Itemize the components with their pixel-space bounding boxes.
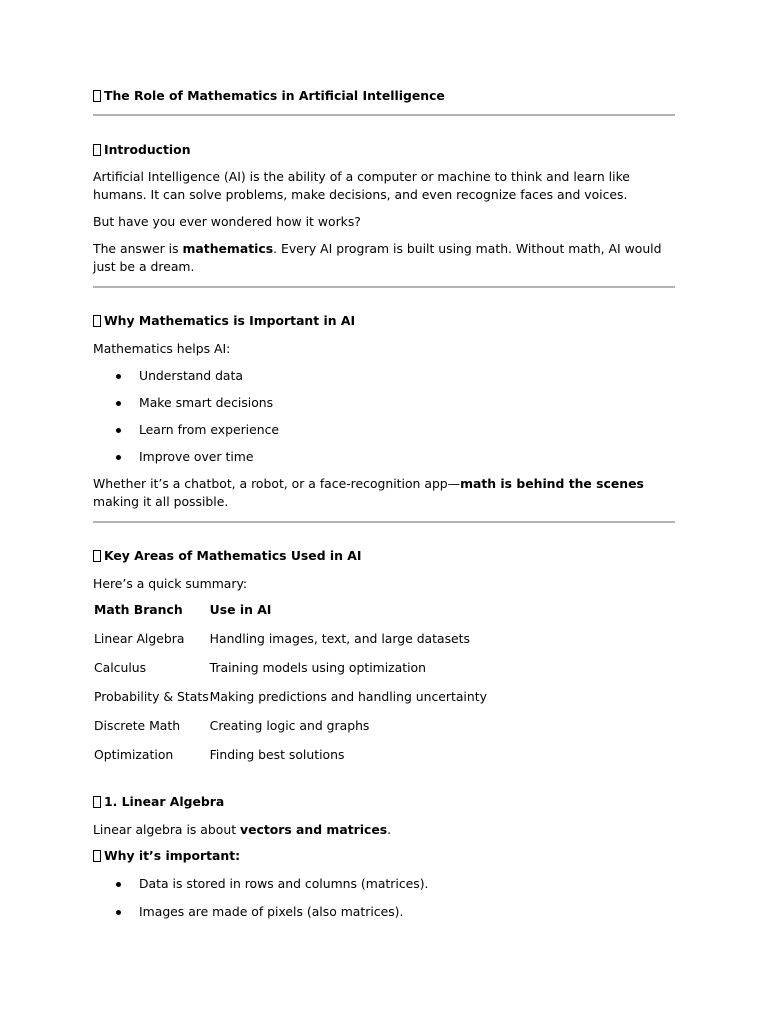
- table-cell-use: Training models using optimization: [209, 660, 426, 675]
- intro-p3-pre: The answer is: [93, 241, 183, 256]
- why-closing: [93, 475, 675, 511]
- list-item: Make smart decisions: [93, 394, 675, 412]
- linear-algebra-list: [93, 875, 675, 921]
- la-p-pre: Linear algebra is about: [93, 822, 240, 837]
- why-important-heading: [93, 848, 675, 864]
- table-cell-use: Handling images, text, and large datasets: [209, 631, 470, 646]
- linear-algebra-heading-text: 1. Linear Algebra: [104, 794, 225, 809]
- table-row: [93, 718, 487, 747]
- key-areas-lead: Here’s a quick summary:: [93, 576, 248, 591]
- table-cell-use: Finding best solutions: [209, 747, 345, 762]
- table-cell-branch: Probability & Stats: [94, 689, 209, 704]
- list-item: Images are made of pixels (also matrices).: [93, 903, 675, 921]
- bullet-icon: [116, 401, 121, 406]
- missing-glyph-icon: [93, 144, 101, 156]
- why-important-heading-text: Why it’s important:: [104, 848, 241, 863]
- table-row: [93, 631, 487, 660]
- intro-heading-text: Introduction: [104, 142, 191, 157]
- why-closing-pre: Whether it’s a chatbot, a robot, or a face-recognition app—: [93, 476, 461, 491]
- list-item: Data is stored in rows and columns (matrices).: [93, 875, 675, 893]
- table-cell-branch: Discrete Math: [94, 718, 181, 733]
- bullet-icon: [116, 428, 121, 433]
- key-areas-heading: [93, 548, 675, 564]
- list-item: Learn from experience: [93, 421, 675, 439]
- missing-glyph-icon: [93, 90, 101, 102]
- table-row: [93, 689, 487, 718]
- table-cell-branch: Calculus: [94, 660, 147, 675]
- document-title-text: The Role of Mathematics in Artificial Intelligence: [104, 88, 445, 103]
- key-areas-heading-text: Key Areas of Mathematics Used in AI: [104, 548, 362, 563]
- bullet-icon: [116, 910, 121, 915]
- why-lead: Mathematics helps AI:: [93, 341, 231, 356]
- missing-glyph-icon: [93, 550, 101, 562]
- why-list: [93, 367, 675, 466]
- list-item: Understand data: [93, 367, 675, 385]
- table-cell-use: Creating logic and graphs: [209, 718, 370, 733]
- linear-algebra-paragraph: [93, 821, 675, 839]
- math-table: [93, 602, 487, 776]
- intro-paragraph-3: [93, 240, 675, 276]
- list-item: Improve over time: [93, 448, 675, 466]
- table-header-branch: Math Branch: [94, 602, 183, 617]
- intro-paragraph-1: Artificial Intelligence (AI) is the ability of a computer or machine to think and learn like humans. It can solve problems, make decisions, and even recognize faces and voices.: [93, 169, 630, 202]
- table-row: [93, 747, 487, 776]
- table-cell-branch: Linear Algebra: [94, 631, 185, 646]
- table-header-use: Use in AI: [209, 602, 272, 617]
- bullet-icon: [116, 374, 121, 379]
- why-closing-post: making it all possible.: [93, 494, 229, 509]
- table-row: [93, 660, 487, 689]
- missing-glyph-icon: [93, 850, 101, 862]
- why-heading: [93, 313, 675, 329]
- la-p-bold: vectors and matrices: [240, 822, 388, 837]
- missing-glyph-icon: [93, 796, 101, 808]
- document-title: [93, 88, 675, 104]
- la-p-post: .: [387, 822, 392, 837]
- why-closing-bold: math is behind the scenes: [460, 476, 644, 491]
- table-cell-branch: Optimization: [94, 747, 174, 762]
- linear-algebra-heading: [93, 794, 675, 810]
- why-heading-text: Why Mathematics is Important in AI: [104, 313, 356, 328]
- table-cell-use: Making predictions and handling uncertainty: [209, 689, 487, 704]
- missing-glyph-icon: [93, 315, 101, 327]
- table-header-row: [93, 602, 487, 631]
- bullet-icon: [116, 882, 121, 887]
- intro-heading: [93, 142, 675, 158]
- document-body: [93, 88, 675, 921]
- intro-p3-bold: mathematics: [182, 241, 274, 256]
- intro-paragraph-2: But have you ever wondered how it works?: [93, 214, 361, 229]
- intro-p3-post: . Every AI program is built using math. Without math, AI would just be a dream.: [93, 241, 662, 274]
- bullet-icon: [116, 455, 121, 460]
